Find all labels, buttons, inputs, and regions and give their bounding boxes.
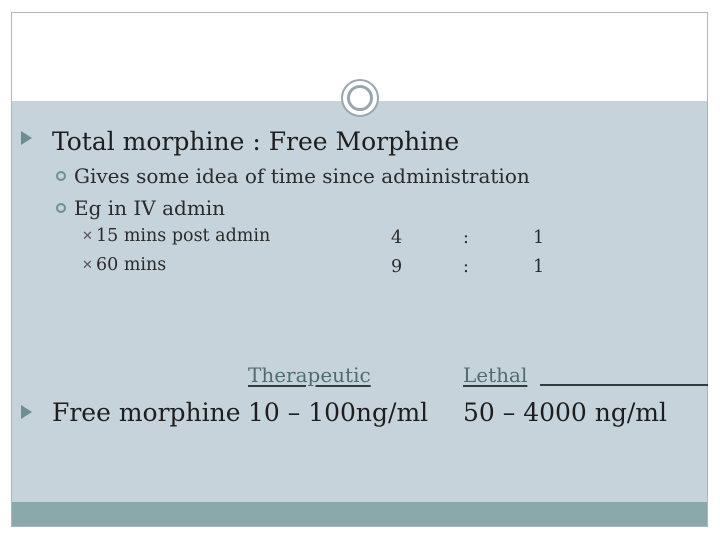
header-rule [540,384,708,386]
ratio-row-2-left: 9 [391,257,403,277]
ratio-row-1-left: 4 [391,228,403,248]
triangle-bullet-icon [21,131,32,145]
therapeutic-value: 10 – 100ng/ml [248,398,429,427]
ring-ornament-icon [341,79,379,117]
ratio-row-2-right: 1 [533,257,545,277]
free-morphine-label: Free morphine [52,398,241,427]
circle-bullet-icon [56,171,66,181]
ratio-row-2-label: 60 mins [96,255,167,275]
ratio-row-1-sep: : [463,228,469,248]
therapeutic-header: Therapeutic [248,363,371,387]
ratio-row-1-right: 1 [533,228,545,248]
x-bullet-icon: ✕ [82,258,93,273]
ratio-row-2-sep: : [463,257,469,277]
ratio-row-1-label: 15 mins post admin [96,226,271,246]
lethal-value: 50 – 4000 ng/ml [463,398,668,427]
title-bullet: Total morphine : Free Morphine [52,127,460,156]
circle-bullet-icon [56,203,66,213]
x-bullet-icon: ✕ [82,229,93,244]
content-area [12,99,707,515]
footer-bar [12,502,707,526]
triangle-bullet-icon [21,405,32,419]
sub-bullet-1: Gives some idea of time since administration [74,164,530,188]
ring-ornament-inner [347,85,373,111]
sub-bullet-2: Eg in IV admin [74,196,226,220]
lethal-header: Lethal [463,363,528,387]
